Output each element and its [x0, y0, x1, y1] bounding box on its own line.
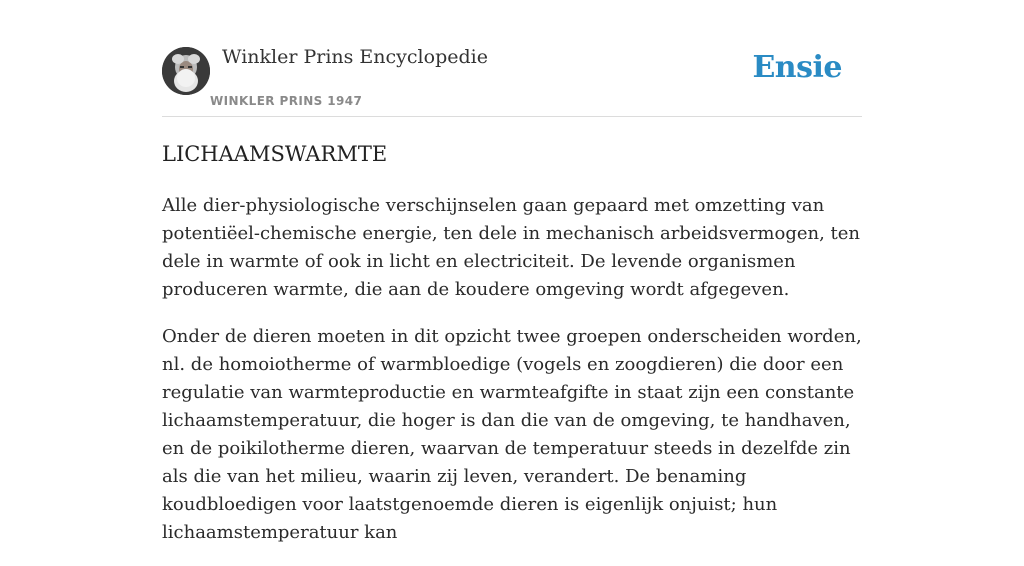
author-avatar[interactable]	[162, 47, 210, 95]
article-title: LICHAAMSWARMTE	[162, 142, 388, 166]
site-title[interactable]: Winkler Prins Encyclopedie	[222, 46, 488, 68]
page	[162, 0, 862, 543]
article-paragraph: Onder de dieren moeten in dit opzicht twee groepen onderscheiden worden, nl. de homoiotherme of warmbloedige (vogels en zoogdieren) die door een regulatie van warmteproductie en warmteafgifte in staat zijn een constante lichaamstemperatuur, die hoger is dan die van de omgeving, te handhaven, en de poikilotherme dieren, waarvan de temperatuur steeds in dezelfde zin als die van het milieu, waarin zij leven, verandert. De benaming koudbloedigen voor laatstgenoemde dieren is eigenlijk onjuist; hun lichaamstemperatuur kan	[162, 326, 862, 543]
ensie-logo-link[interactable]: Ensie	[752, 50, 842, 85]
article-body	[162, 192, 862, 566]
site-header	[162, 0, 862, 117]
bearded-man-portrait-icon	[162, 47, 210, 95]
article-paragraph: Alle dier-physiologische verschijnselen gaan gepaard met omzetting van potentiëel-chemische energie, ten dele in mechanisch arbeidsvermogen, ten dele in warmte of ook in licht en electriciteit. De levende organismen produceren warmte, die aan de koudere omgeving wordt afgegeven.	[162, 195, 861, 300]
edition-label[interactable]: WINKLER PRINS 1947	[210, 94, 363, 108]
